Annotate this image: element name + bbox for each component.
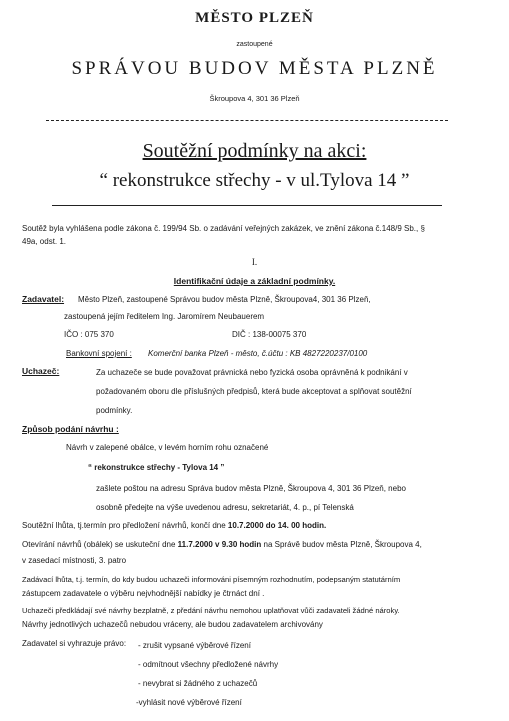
- uchazec-line-3: podmínky.: [96, 406, 133, 415]
- reservation-item: - odmítnout všechny předložené návrhy: [138, 660, 279, 669]
- zpusob-line-4: osobně předejte na výše uvedenou adresu, sekretariát, 4. p., pí Telenská: [96, 503, 354, 512]
- zpusob-label: Způsob podání návrhu :: [22, 424, 119, 434]
- reservations-intro: Zadavatel si vyhrazuje právo:: [22, 639, 127, 648]
- header-separator: [46, 120, 448, 121]
- contract-name: “ rekonstrukce střechy - v ul.Tylova 14 ”: [99, 170, 410, 191]
- bank-label: Bankovní spojení :: [66, 349, 132, 358]
- intro-line-1: Soutěž byla vyhlášena podle zákona č. 199/94 Sb. o zadávání veřejných zakázek, ve znění zákona č.148/9 Sb., §: [22, 224, 425, 233]
- deadline-date: 10.7.2000 do 14. 00 hodin.: [227, 521, 327, 530]
- opening-prefix: Otevírání návrhů (obálek) se uskuteční dne: [22, 540, 176, 549]
- award-period-line-1: Zadávací lhůta, t.j. termín, do kdy budou uchazeči informováni písemným rozhodnutím, podepsaným statutárním: [22, 575, 401, 584]
- zadavatel-line-1: Město Plzeň, zastoupené Správou budov města Plzně, Škroupova4, 301 36 Plzeň,: [78, 295, 371, 304]
- costs-line-2: Návrhy jednotlivých uchazečů nebudou vráceny, ale budou zadavatelem archivovány: [22, 620, 323, 629]
- city-name: MĚSTO PLZEŇ: [195, 10, 314, 26]
- section-number: I.: [251, 257, 258, 267]
- costs-line-1: Uchazeči předkládají své návrhy bezplatně, z předání návrhu nemohou uplatňovat vůči zadavateli žádné nároky.: [22, 606, 400, 615]
- award-period-line-2: zástupcem zadavatele o výběru nejvhodnější nabídky je čtrnáct dní .: [22, 589, 265, 598]
- zpusob-line-3: zašlete poštou na adresu Správa budov města Plzně, Škroupova 4, 301 36 Plzeň, nebo: [96, 484, 406, 493]
- opening-line-1: [22, 540, 422, 549]
- uchazec-line-1: Za uchazeče se bude považovat právnická nebo fyzická osoba oprávněná k podnikání v: [96, 368, 408, 377]
- title-underline: [52, 205, 442, 206]
- zadavatel-ico: IČO : 075 370: [64, 330, 114, 339]
- opening-line-2: v zasedací místnosti, 3. patro: [22, 556, 127, 565]
- intro-line-2: 49a, odst. 1.: [22, 237, 67, 246]
- reservation-item: -vyhlásit nové výběrové řízení: [136, 698, 242, 707]
- uchazec-label: Uchazeč:: [22, 366, 60, 376]
- organization-address: Škroupova 4, 301 36 Plzeň: [209, 94, 300, 103]
- deadline-prefix: Soutěžní lhůta, tj.termín pro předložení návrhů, končí dne: [22, 521, 226, 530]
- section-heading: Identifikační údaje a základní podmínky.: [173, 276, 336, 286]
- bank-value: Komerční banka Plzeň - město, č.účtu : KB 4827220237/0100: [148, 349, 368, 358]
- zpusob-subject: “ rekonstrukce střechy - Tylova 14 ”: [88, 463, 225, 472]
- document-title: Soutěžní podmínky na akci:: [142, 140, 367, 162]
- zpusob-line-1: Návrh v zalepené obálce, v levém horním rohu označené: [66, 443, 269, 452]
- zadavatel-label: Zadavatel:: [22, 294, 65, 304]
- deadline-line: [22, 521, 326, 530]
- organization-name: SPRÁVOU BUDOV MĚSTA PLZNĚ: [71, 58, 438, 79]
- opening-date: 11.7.2000 v 9.30 hodin: [177, 540, 262, 549]
- zadavatel-dic: DIČ : 138-00075 370: [232, 330, 307, 339]
- zadavatel-line-2: zastoupená jejím ředitelem Ing. Jaromírem Neubauerem: [64, 312, 265, 321]
- reservation-item: - zrušit vypsané výběrové řízení: [138, 641, 251, 650]
- opening-suffix: na Správě budov města Plzně, Škroupova 4,: [263, 540, 422, 549]
- reservation-item: - nevybrat si žádného z uchazečů: [138, 679, 258, 688]
- represented-by: zastoupené: [236, 41, 273, 48]
- uchazec-line-2: požadovaném oboru dle příslušných předpisů, která bude akceptovat a splňovat soutěžní: [96, 387, 412, 396]
